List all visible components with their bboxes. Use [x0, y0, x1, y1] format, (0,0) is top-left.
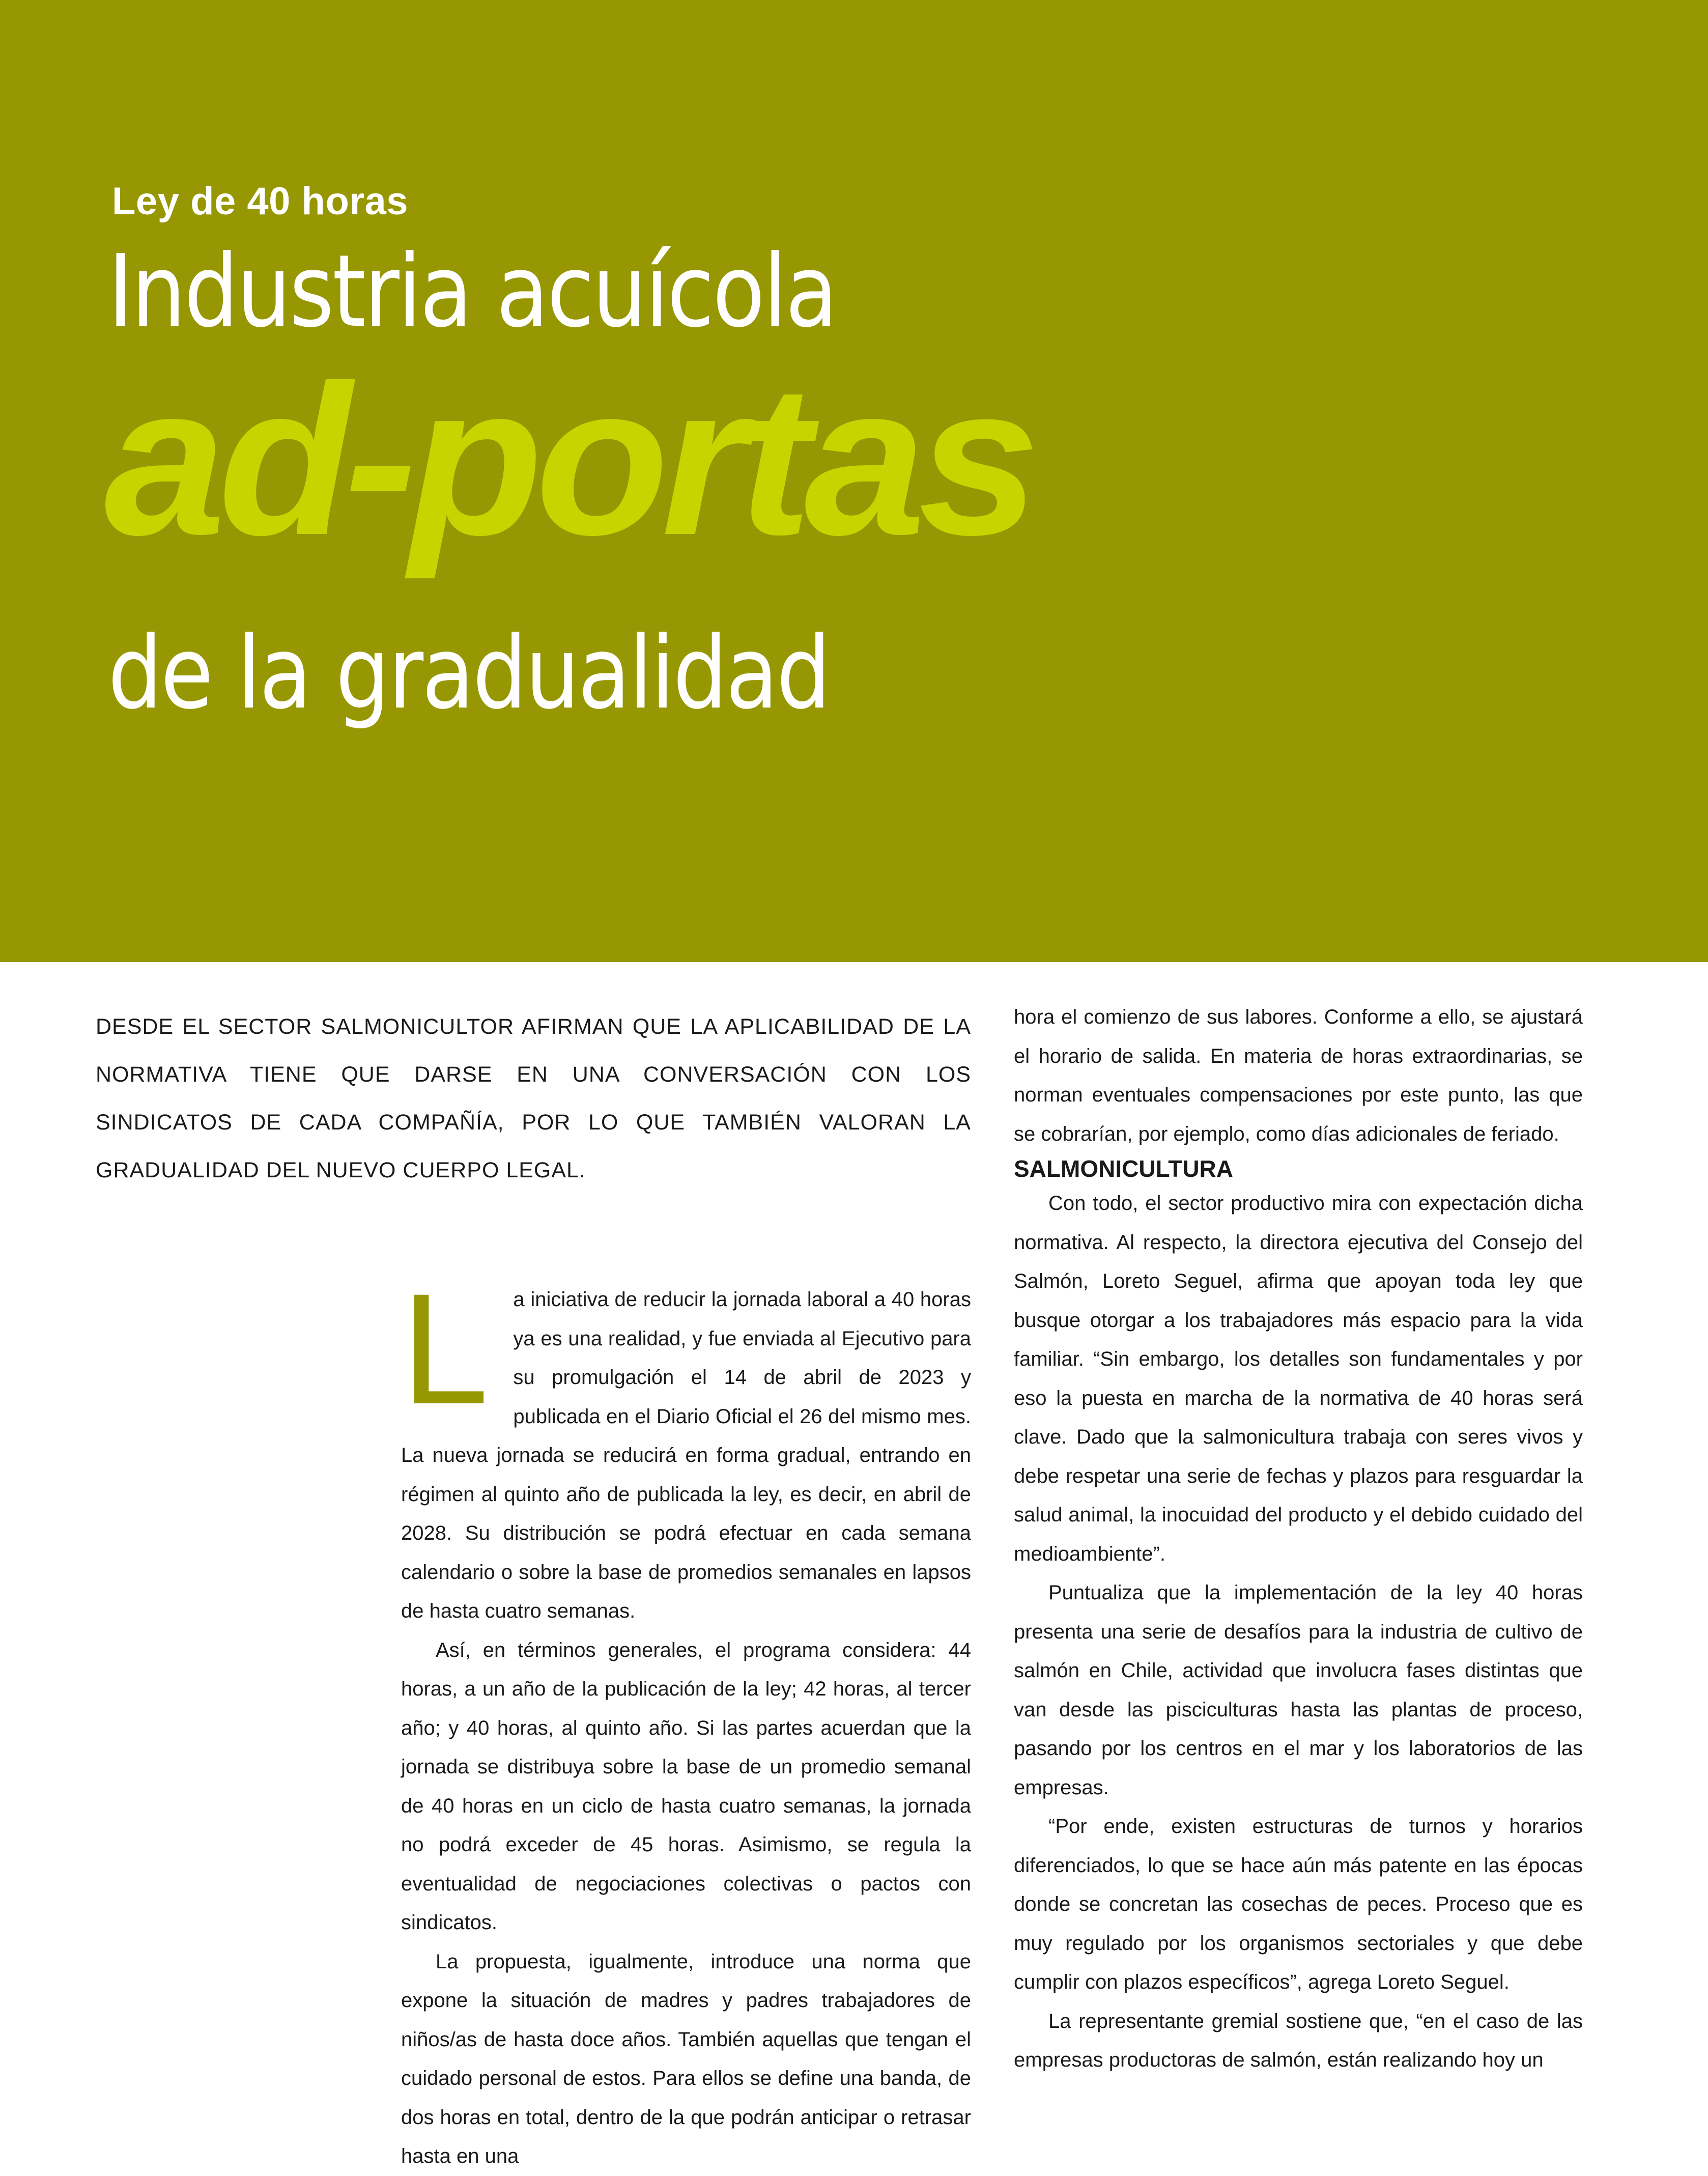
- article-column-middle: [401, 1260, 971, 2176]
- lead-paragraph: DESDE EL SECTOR SALMONICULTOR AFIRMAN QUE LA APLICABILIDAD DE LA NORMATIVA TIENE QUE DARSE EN UNA CONVERSACIÓN CON LOS SINDICATOS DE CADA COMPAÑÍA, POR LO QUE TAMBIÉN VALORAN LA GRADUALIDAD DEL NUEVO CUERPO LEGAL.: [96, 1014, 971, 1182]
- drop-cap: L: [401, 1260, 489, 1437]
- section-kicker: Ley de 40 horas: [112, 180, 408, 223]
- title-line-3: de la gradualidad: [108, 615, 830, 731]
- article-column-right: [1014, 998, 1583, 2080]
- title-line-2: ad-portas: [104, 341, 1033, 580]
- title-line-1: Industria acuícola: [108, 234, 836, 350]
- body-paragraph: a iniciativa de reducir la jornada laboral a 40 horas ya es una realidad, y fue enviada al Ejecutivo para su promulgación el 14 de abril de 2023 y publicada en el Diario Oficial el 26 del mismo mes. La nueva jornada se reducirá en forma gradual, entrando en régimen al quinto año de publicada la ley, es decir, en abril de 2028. Su distribución se podrá efectuar en cada semana calendario o sobre la base de promedios semanales en lapsos de hasta cuatro semanas.: [401, 1288, 971, 1622]
- body-paragraph: La representante gremial sostiene que, “en el caso de las empresas productoras de salmón, están realizando hoy un: [1014, 2010, 1583, 2071]
- body-paragraph: Con todo, el sector productivo mira con expectación dicha normativa. Al respecto, la directora ejecutiva del Consejo del Salmón, Loreto Seguel, afirma que apoyan toda ley que busque otorgar a los trabajadores más espacio para la vida familiar. “Sin embargo, los detalles son fundamentales y por eso la puesta en marcha de la normativa de 40 horas será clave. Dado que la salmonicultura trabaja con seres vivos y debe respetar una serie de fechas y plazos para resguardar la salud animal, la inocuidad del producto y el debido cuidado del medioambiente”.: [1014, 1192, 1583, 1565]
- body-paragraph: Así, en términos generales, el programa considera: 44 horas, a un año de la publicación de la ley; 42 horas, al tercer año; y 40 horas, al quinto año. Si las partes acuerdan que la jornada se distribuya sobre la base de un promedio semanal de 40 horas en un ciclo de hasta cuatro semanas, la jornada no podrá exceder de 45 horas. Asimismo, se regula la eventualidad de negociaciones colectivas o pactos con sindicatos.: [401, 1638, 971, 1934]
- body-paragraph: “Por ende, existen estructuras de turnos y horarios diferenciados, lo que se hace aún más patente en las épocas donde se concretan las cosechas de peces. Proceso que es muy regulado por los organismos sectoriales y que debe cumplir con plazos específicos”, agrega Loreto Seguel.: [1014, 1815, 1583, 1993]
- body-paragraph: hora el comienzo de sus labores. Conforme a ello, se ajustará el horario de salida. En materia de horas extraordinarias, se norman eventuales compensaciones por este punto, las que se cobrarían, por ejemplo, como días adicionales de feriado.: [1014, 1006, 1583, 1145]
- body-paragraph: Puntualiza que la implementación de la ley 40 horas presenta una serie de desafíos para la industria de cultivo de salmón en Chile, actividad que involucra fases distintas que van desde las pisciculturas hasta las plantas de proceso, pasando por los centros en el mar y los laboratorios de las empresas.: [1014, 1581, 1583, 1799]
- section-subhead: SALMONICULTURA: [1014, 1155, 1233, 1182]
- body-paragraph: La propuesta, igualmente, introduce una norma que expone la situación de madres y padres trabajadores de niños/as de hasta doce años. También aquellas que tengan el cuidado personal de estos. Para ellos se define una banda, de dos horas en total, dentro de la que podrán anticipar o retrasar hasta en una: [401, 1950, 971, 2167]
- header-banner: [0, 0, 1708, 962]
